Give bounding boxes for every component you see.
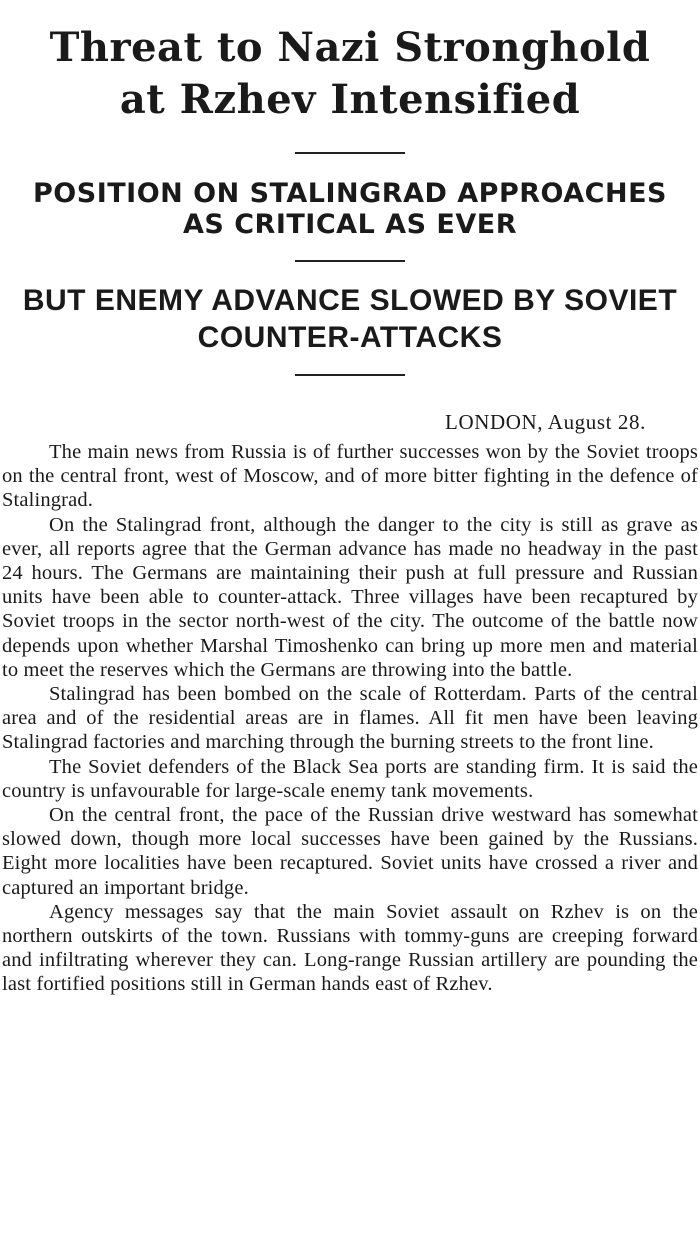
divider-rule [295, 260, 405, 262]
article-paragraph: Agency messages say that the main Soviet assault on Rzhev is on the northern outskirts of the town. Russians with tommy-guns are creeping forward and infiltrating wherever they can. Long-range Russian artillery are pounding the last fortified positions still in German hands east of Rzhev. [2, 900, 698, 996]
headline: Threat to Nazi Stronghold at Rzhev Intensified [49, 24, 651, 123]
article-paragraph: Stalingrad has been bombed on the scale of Rotterdam. Parts of the central area and of the residential areas are in flames. All fit men have been leaving Stalingrad factories and marching through the burning streets to the front line. [2, 683, 698, 754]
article-paragraph: On the Stalingrad front, although the danger to the city is still as grave as ever, all reports agree that the German advance has made no headway in the past 24 hours. The Germans are maintaining their push at full pressure and Russian units have been able to counter-attack. Three villages have been recaptured by Soviet troops in the sector north-west of the city. The outcome of the battle now depends upon whether Marshal Timoshenko can bring up more men and material to meet the reserves which the Germans are throwing into the battle. [2, 513, 698, 681]
article-paragraph: On the central front, the pace of the Russian drive westward has somewhat slowed down, though more local successes have been gained by the Russians. Eight more localities have been recaptured. Soviet units have crossed a river and captured an important bridge. [2, 804, 698, 899]
article-paragraph: The main news from Russia is of further successes won by the Soviet troops on the central front, west of Moscow, and of more bitter fighting in the defence of Stalingrad. [2, 441, 698, 512]
dateline: LONDON, August 28. [445, 410, 646, 434]
subheadline-secondary: BUT ENEMY ADVANCE SLOWED BY SOVIET COUNTER-ATTACKS [22, 284, 678, 354]
subheadline-primary: POSITION ON STALINGRAD APPROACHES AS CRITICAL AS EVER [33, 178, 667, 240]
divider-rule [295, 374, 405, 376]
article-body [2, 440, 698, 997]
article-paragraph: The Soviet defenders of the Black Sea ports are standing firm. It is said the country is unfavourable for large-scale enemy tank movements. [2, 755, 698, 802]
divider-rule [295, 152, 405, 154]
